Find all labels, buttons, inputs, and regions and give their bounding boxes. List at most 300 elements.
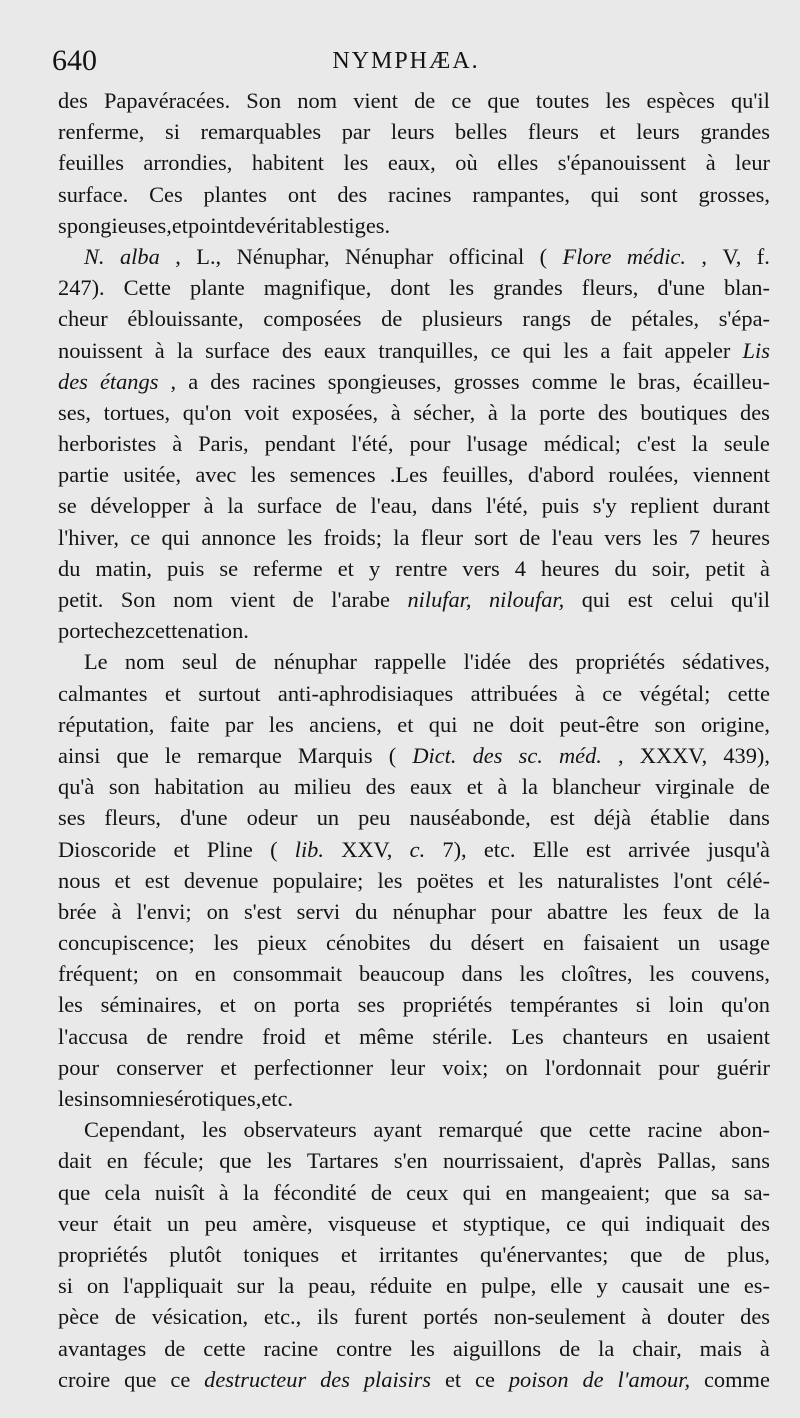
word: pétales, bbox=[631, 306, 700, 332]
word: jusqu'à bbox=[707, 836, 770, 862]
word: peu bbox=[358, 805, 391, 831]
word: comme bbox=[531, 368, 598, 394]
word: remarquables bbox=[200, 119, 322, 145]
word: Le bbox=[84, 649, 108, 675]
word: en bbox=[445, 1273, 468, 1299]
word: abon- bbox=[718, 1117, 770, 1143]
word: la bbox=[278, 1273, 295, 1299]
word: l'idée bbox=[463, 649, 512, 675]
word: usaient bbox=[706, 1023, 770, 1049]
word: surface. bbox=[58, 181, 129, 207]
text-line bbox=[58, 522, 770, 553]
word: abattre bbox=[546, 898, 608, 924]
word: l'envi; bbox=[136, 898, 192, 924]
word: est bbox=[586, 836, 611, 862]
word: nom bbox=[297, 88, 338, 113]
word: les bbox=[622, 898, 648, 924]
word: a bbox=[600, 337, 611, 363]
word: en bbox=[542, 930, 565, 956]
word: pèce bbox=[58, 1304, 100, 1330]
word: à bbox=[574, 680, 585, 706]
word: du bbox=[614, 555, 637, 581]
word: feuilles, bbox=[442, 462, 514, 488]
word: la bbox=[176, 337, 193, 363]
word: etc. bbox=[261, 1086, 294, 1111]
word: 439), bbox=[723, 742, 770, 768]
word: est bbox=[144, 867, 170, 893]
word: f. bbox=[756, 243, 770, 269]
word: boutiques bbox=[640, 399, 728, 425]
text-line bbox=[58, 584, 770, 615]
text-line bbox=[58, 1021, 770, 1052]
word: rentre bbox=[395, 555, 448, 581]
word: plusieurs bbox=[421, 306, 503, 332]
word: les bbox=[652, 524, 678, 550]
word: avec bbox=[195, 462, 237, 488]
word: L., bbox=[196, 243, 222, 269]
word: qui bbox=[581, 587, 611, 612]
word: petit. bbox=[58, 587, 104, 612]
word: etc. bbox=[483, 836, 516, 862]
word: que bbox=[664, 1179, 697, 1205]
word: l'accusa bbox=[58, 1023, 128, 1049]
word: grosses, bbox=[698, 181, 770, 207]
page-number: 640 bbox=[52, 44, 97, 77]
word: l'ont bbox=[673, 867, 713, 893]
italic-word: nilufar, bbox=[407, 587, 472, 612]
word: , bbox=[701, 243, 707, 269]
word: fécule; bbox=[143, 1148, 205, 1174]
word: véritables bbox=[255, 212, 343, 238]
word: grosses bbox=[453, 368, 520, 394]
word: partie bbox=[58, 462, 109, 488]
word: remarqué bbox=[438, 1117, 524, 1143]
word: semences bbox=[289, 462, 376, 488]
word: pendant bbox=[264, 431, 336, 457]
word: irritantes bbox=[378, 1241, 459, 1267]
word: fleurs, bbox=[104, 805, 161, 831]
text-line bbox=[58, 1301, 770, 1332]
word: perfectionner bbox=[253, 1054, 374, 1080]
word: Marquis bbox=[297, 742, 373, 768]
word: brée bbox=[58, 898, 97, 924]
word: si bbox=[58, 1273, 73, 1299]
word: veur bbox=[58, 1210, 98, 1236]
word: magnifique, bbox=[263, 275, 372, 301]
word: etc., bbox=[263, 1304, 302, 1330]
word: un bbox=[166, 1210, 190, 1236]
word: on bbox=[86, 1273, 110, 1299]
word: que bbox=[219, 1148, 252, 1174]
word: viennent bbox=[692, 462, 770, 488]
word: de bbox=[234, 212, 256, 238]
word: de bbox=[370, 1179, 392, 1205]
word: réduite bbox=[369, 1273, 433, 1299]
word: attribuées bbox=[470, 680, 558, 706]
word: et bbox=[431, 1210, 448, 1236]
word: qu'on bbox=[721, 992, 770, 1018]
word: non-seulement bbox=[493, 1304, 626, 1330]
word: composées bbox=[263, 306, 362, 332]
word: l'été, bbox=[486, 493, 528, 519]
word: surface bbox=[257, 493, 322, 519]
word: servi bbox=[296, 898, 341, 924]
text-line bbox=[58, 553, 770, 584]
word: l'été, bbox=[351, 431, 394, 457]
word: celui bbox=[670, 587, 714, 612]
word: d'abord bbox=[527, 462, 595, 488]
word: les bbox=[377, 867, 403, 893]
word: par bbox=[224, 711, 254, 737]
word: XXXV, bbox=[639, 742, 708, 768]
word: ne bbox=[472, 711, 494, 737]
word: éblouissante, bbox=[127, 306, 244, 332]
word: nourrissaient, bbox=[442, 1148, 565, 1174]
word: tiges. bbox=[342, 212, 391, 238]
word: la bbox=[521, 774, 538, 800]
word: un bbox=[677, 930, 701, 956]
text-line bbox=[58, 678, 770, 709]
word: puis bbox=[167, 555, 205, 581]
word: plus, bbox=[727, 1241, 770, 1267]
word: qui bbox=[522, 337, 552, 363]
word: styptique, bbox=[463, 1210, 551, 1236]
word: causait bbox=[621, 1273, 684, 1299]
word: qui bbox=[601, 1210, 630, 1236]
word: établie bbox=[650, 805, 710, 831]
word: au bbox=[258, 774, 280, 800]
word: et bbox=[487, 867, 505, 893]
word: Nénuphar, bbox=[236, 243, 330, 269]
word: et bbox=[324, 1023, 341, 1049]
word: ce bbox=[130, 524, 151, 550]
word: de bbox=[335, 493, 357, 519]
italic-word: des bbox=[58, 368, 88, 394]
word: qui bbox=[462, 1179, 492, 1205]
word: referme bbox=[253, 555, 323, 581]
word: virginale bbox=[655, 774, 735, 800]
word: des bbox=[58, 88, 88, 113]
word: Ces bbox=[149, 181, 183, 207]
word: herboristes bbox=[58, 431, 157, 457]
text-line bbox=[58, 490, 770, 521]
word: de bbox=[114, 1304, 136, 1330]
word: peau, bbox=[308, 1273, 356, 1299]
word: milieu bbox=[293, 774, 352, 800]
text-line bbox=[58, 85, 770, 116]
word: stérile. bbox=[432, 1023, 493, 1049]
word: voit bbox=[244, 399, 280, 425]
word: furent bbox=[353, 1304, 408, 1330]
word: feuilles bbox=[58, 150, 124, 176]
word: pulpe, bbox=[480, 1273, 537, 1299]
word: conserver bbox=[116, 1054, 204, 1080]
word: leur bbox=[390, 1054, 426, 1080]
word: seule bbox=[723, 431, 770, 457]
text-line bbox=[58, 740, 770, 771]
word: cette bbox=[727, 680, 770, 706]
word: arrivée bbox=[628, 836, 691, 862]
word: fleurs bbox=[527, 119, 579, 145]
word: XXV, bbox=[341, 836, 393, 862]
word: sécher, bbox=[413, 399, 476, 425]
word: séminaires, bbox=[100, 992, 202, 1018]
word: et bbox=[164, 680, 182, 706]
word: était bbox=[113, 1210, 152, 1236]
word: blancheur bbox=[552, 774, 641, 800]
word: on bbox=[206, 898, 229, 924]
word: de bbox=[292, 587, 314, 612]
word: qui bbox=[161, 524, 191, 550]
word: on bbox=[155, 961, 178, 987]
word: à bbox=[759, 1335, 770, 1361]
word: plutôt bbox=[169, 1241, 222, 1267]
word: elles bbox=[497, 150, 539, 176]
word: à bbox=[760, 555, 770, 581]
text-line bbox=[58, 335, 770, 366]
word: la bbox=[242, 1179, 260, 1205]
word: guérir bbox=[716, 1054, 770, 1080]
word: renferme, bbox=[58, 119, 145, 145]
word: cette bbox=[203, 1335, 246, 1361]
word: d'une bbox=[180, 805, 228, 831]
word: y bbox=[596, 1273, 608, 1299]
word: la bbox=[691, 431, 708, 457]
word: vésication, bbox=[151, 1304, 249, 1330]
word: des bbox=[528, 649, 559, 675]
italic-word: lib. bbox=[294, 836, 324, 862]
word: la bbox=[753, 898, 770, 924]
text-line bbox=[58, 428, 770, 459]
word: et bbox=[220, 1054, 237, 1080]
word: avantages bbox=[58, 1335, 147, 1361]
word: voix; bbox=[442, 1054, 489, 1080]
word: l'hiver, bbox=[58, 524, 119, 550]
word: la bbox=[510, 399, 527, 425]
text-line bbox=[58, 927, 770, 958]
word: es- bbox=[743, 1273, 770, 1299]
word: s'est bbox=[243, 898, 282, 924]
word: soir, bbox=[651, 555, 691, 581]
word: indiquait bbox=[645, 1210, 725, 1236]
word: Elle bbox=[532, 836, 569, 862]
word: c'est bbox=[636, 431, 676, 457]
word: propriétés bbox=[58, 1241, 148, 1267]
word: les bbox=[287, 524, 313, 550]
word: en bbox=[106, 1148, 128, 1174]
word: insomnies bbox=[82, 1086, 174, 1111]
italic-word: l'amour, bbox=[617, 1366, 691, 1392]
word: plante bbox=[189, 275, 245, 301]
word: couvens, bbox=[690, 961, 770, 987]
word: qu'à bbox=[58, 774, 95, 800]
text-line bbox=[58, 1239, 770, 1270]
italic-word: destructeur bbox=[204, 1366, 307, 1392]
word: une bbox=[697, 1273, 730, 1299]
word: d'une bbox=[657, 275, 705, 301]
text-line bbox=[58, 179, 770, 210]
text-line bbox=[58, 366, 770, 397]
word: et bbox=[219, 992, 236, 1018]
word: blan- bbox=[723, 275, 770, 301]
word: eaux, bbox=[387, 150, 436, 176]
word: appeler bbox=[664, 337, 731, 363]
italic-word: de bbox=[582, 1366, 604, 1392]
word: seul bbox=[181, 649, 219, 675]
word: désert bbox=[470, 930, 525, 956]
word: sa- bbox=[743, 1179, 770, 1205]
word: y bbox=[368, 555, 381, 581]
word: cette bbox=[588, 1117, 631, 1143]
word: les bbox=[563, 337, 589, 363]
word: poëtes bbox=[416, 867, 474, 893]
word: et bbox=[444, 1366, 462, 1392]
word: à bbox=[203, 493, 214, 519]
word: feux bbox=[662, 898, 703, 924]
word: nom bbox=[173, 587, 213, 612]
italic-word: sc. bbox=[518, 742, 543, 768]
word: que bbox=[124, 1366, 157, 1392]
word: Pline bbox=[206, 836, 253, 862]
word: la bbox=[598, 1335, 615, 1361]
word: réputation, bbox=[58, 711, 155, 737]
word: grandes bbox=[493, 275, 563, 301]
word: les bbox=[202, 1117, 227, 1143]
word: Les bbox=[511, 1023, 544, 1049]
word: durant bbox=[712, 493, 770, 519]
word: peut-être bbox=[559, 711, 640, 737]
word: portés bbox=[423, 1304, 478, 1330]
word: ce bbox=[566, 1210, 586, 1236]
word: on bbox=[505, 1054, 528, 1080]
text-line bbox=[58, 958, 770, 989]
word: les bbox=[213, 930, 239, 956]
word: toutes bbox=[535, 88, 590, 113]
word: nouissent bbox=[58, 337, 143, 363]
word: faite bbox=[169, 711, 210, 737]
text-line bbox=[58, 147, 770, 178]
word: mais bbox=[699, 1335, 742, 1361]
word: nuisît bbox=[154, 1179, 205, 1205]
word: des bbox=[337, 181, 368, 207]
word: consommait bbox=[232, 961, 343, 987]
word: Son bbox=[120, 587, 156, 612]
italic-word: Lis bbox=[742, 337, 770, 363]
text-line bbox=[58, 896, 770, 927]
word: grandes bbox=[700, 119, 770, 145]
word: l'usage bbox=[466, 431, 528, 457]
word: eaux bbox=[409, 774, 453, 800]
word: à bbox=[154, 337, 165, 363]
word: les bbox=[649, 961, 675, 987]
word: d'après bbox=[579, 1148, 642, 1174]
word: que bbox=[539, 1117, 573, 1143]
text-line bbox=[58, 1364, 770, 1395]
text-line bbox=[58, 1333, 770, 1364]
word: des bbox=[597, 399, 628, 425]
word: s'y bbox=[592, 493, 617, 519]
word: a bbox=[188, 368, 199, 394]
word: racines bbox=[388, 181, 452, 207]
word: pour bbox=[490, 898, 532, 924]
word: puis bbox=[541, 493, 580, 519]
word: usage bbox=[718, 930, 770, 956]
word: point bbox=[187, 212, 235, 238]
word: heures bbox=[711, 524, 770, 550]
word: en bbox=[666, 1023, 688, 1049]
word: porta bbox=[293, 992, 340, 1018]
text-line bbox=[58, 646, 770, 677]
italic-word: niloufar, bbox=[488, 587, 565, 612]
word: 7 bbox=[689, 524, 701, 550]
italic-word: Flore bbox=[562, 243, 612, 269]
word: habitent bbox=[251, 150, 324, 176]
word: ses, bbox=[58, 399, 91, 425]
italic-word: médic. bbox=[626, 243, 686, 269]
word: observateurs bbox=[243, 1117, 357, 1143]
word: officinal bbox=[448, 243, 525, 269]
word: ce bbox=[170, 1366, 191, 1392]
word: et bbox=[466, 774, 483, 800]
word: heures bbox=[541, 555, 600, 581]
word: ayant bbox=[373, 1117, 422, 1143]
text-line bbox=[58, 1114, 770, 1145]
word: à bbox=[218, 1179, 229, 1205]
word: roulées, bbox=[608, 462, 679, 488]
word: les bbox=[605, 88, 631, 113]
word: où bbox=[455, 150, 478, 176]
word: , bbox=[170, 368, 177, 394]
word: les bbox=[266, 1148, 292, 1174]
word: anti-aphrodisiaques bbox=[277, 680, 454, 706]
word: l'appliquait bbox=[123, 1273, 223, 1299]
word: naturalistes bbox=[557, 867, 660, 893]
word: amère, bbox=[252, 1210, 313, 1236]
word: en bbox=[505, 1179, 527, 1205]
word: de bbox=[235, 649, 257, 675]
word: ses bbox=[58, 805, 86, 831]
word: des bbox=[740, 1304, 770, 1330]
word: petit bbox=[705, 555, 746, 581]
text-line bbox=[58, 1145, 770, 1176]
text-line bbox=[58, 989, 770, 1020]
word: on bbox=[253, 992, 277, 1018]
word: chanteurs bbox=[562, 1023, 649, 1049]
word: fleur bbox=[420, 524, 463, 550]
word: par bbox=[341, 119, 371, 145]
word: les bbox=[250, 462, 276, 488]
word: exposées, bbox=[291, 399, 379, 425]
word: peu bbox=[204, 1210, 238, 1236]
word: de bbox=[590, 306, 612, 332]
word: de bbox=[748, 774, 770, 800]
word: racine bbox=[263, 1335, 319, 1361]
word: surface bbox=[205, 337, 270, 363]
word: leur bbox=[735, 150, 770, 176]
word: rangs bbox=[522, 306, 571, 332]
text-line bbox=[58, 272, 770, 303]
word: nauséabonde, bbox=[409, 805, 531, 831]
word: vient bbox=[230, 587, 276, 612]
word: l'arabe bbox=[331, 587, 390, 612]
word: la bbox=[393, 524, 410, 550]
word: bras, bbox=[637, 368, 681, 394]
word: surtout bbox=[198, 680, 261, 706]
word: chair, bbox=[632, 1335, 682, 1361]
word: les bbox=[519, 961, 545, 987]
word: à bbox=[487, 399, 498, 425]
word: de bbox=[559, 1335, 581, 1361]
